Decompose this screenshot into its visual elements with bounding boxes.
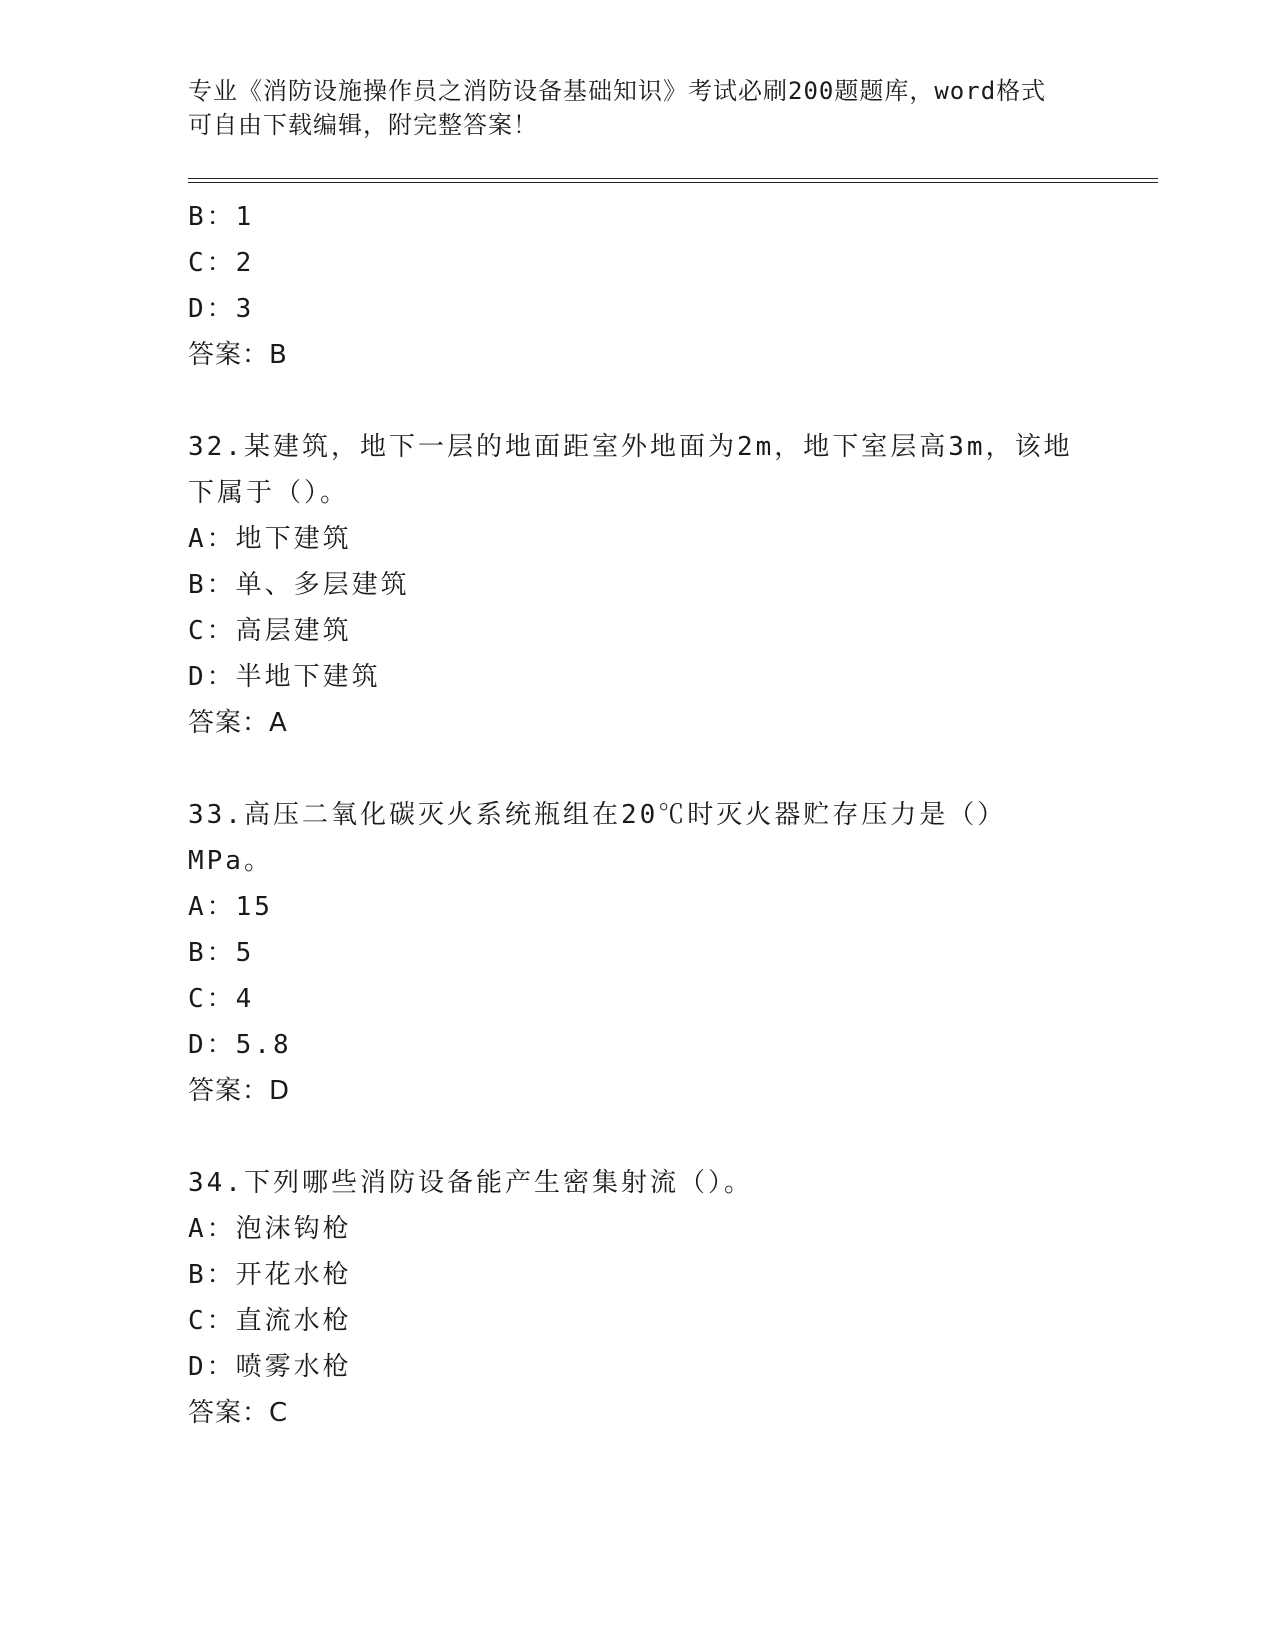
option-a — [188, 884, 1088, 930]
option-key: C： — [188, 984, 236, 1014]
option-key: D： — [188, 1030, 236, 1060]
option-text: 1 — [235, 202, 255, 232]
option-d — [188, 1344, 1088, 1390]
question-33 — [188, 792, 1088, 1114]
option-text: 4 — [235, 984, 255, 1014]
option-text: 半地下建筑 — [235, 662, 381, 692]
option-d — [188, 654, 1088, 700]
answer-line: 答案：B — [188, 340, 288, 370]
question-34 — [188, 1160, 1088, 1436]
option-c — [188, 608, 1088, 654]
option-d — [188, 1022, 1088, 1068]
option-b — [188, 930, 1088, 976]
question-text: 33.高压二氧化碳灭火系统瓶组在20℃时灭火器贮存压力是（）MPa。 — [188, 800, 1007, 876]
document-body — [188, 194, 1088, 1436]
option-a — [188, 516, 1088, 562]
option-text: 直流水枪 — [235, 1306, 352, 1336]
option-key: A： — [188, 1214, 236, 1244]
option-text: 3 — [235, 294, 255, 324]
continuation-block — [188, 194, 1088, 378]
option-c — [188, 1298, 1088, 1344]
option-key: B： — [188, 202, 236, 232]
question-text: 32.某建筑，地下一层的地面距室外地面为2m，地下室层高3m，该地下属于（）。 — [188, 432, 1073, 508]
option-text: 2 — [235, 248, 255, 278]
option-key: A： — [188, 892, 236, 922]
option-b — [188, 1252, 1088, 1298]
answer-line: 答案：A — [188, 708, 288, 738]
option-key: D： — [188, 294, 236, 324]
option-text: 高层建筑 — [235, 616, 352, 646]
answer-line: 答案：D — [188, 1076, 291, 1106]
header-double-rule — [188, 178, 1158, 183]
option-a — [188, 1206, 1088, 1252]
question-text: 34.下列哪些消防设备能产生密集射流（）。 — [188, 1168, 753, 1198]
option-key: D： — [188, 662, 236, 692]
option-key: B： — [188, 938, 236, 968]
option-c — [188, 240, 1088, 286]
answer-line: 答案：C — [188, 1398, 289, 1428]
option-key: C： — [188, 616, 236, 646]
option-text: 15 — [235, 892, 273, 922]
option-text: 5 — [235, 938, 255, 968]
header-title: 专业《消防设施操作员之消防设备基础知识》考试必刷200题题库，word格式可自由下载编辑，附完整答案！ — [188, 77, 1047, 139]
option-b — [188, 194, 1088, 240]
option-key: B： — [188, 1260, 236, 1290]
question-32 — [188, 424, 1088, 746]
option-key: C： — [188, 248, 236, 278]
option-text: 开花水枪 — [235, 1260, 352, 1290]
page-header — [188, 74, 1068, 142]
option-key: D： — [188, 1352, 236, 1382]
option-key: A： — [188, 524, 236, 554]
option-text: 地下建筑 — [235, 524, 352, 554]
option-text: 5.8 — [235, 1030, 292, 1060]
option-b — [188, 562, 1088, 608]
option-key: B： — [188, 570, 236, 600]
option-text: 单、多层建筑 — [235, 570, 410, 600]
option-d — [188, 286, 1088, 332]
option-text: 喷雾水枪 — [235, 1352, 352, 1382]
option-text: 泡沫钩枪 — [235, 1214, 352, 1244]
option-key: C： — [188, 1306, 236, 1336]
option-c — [188, 976, 1088, 1022]
